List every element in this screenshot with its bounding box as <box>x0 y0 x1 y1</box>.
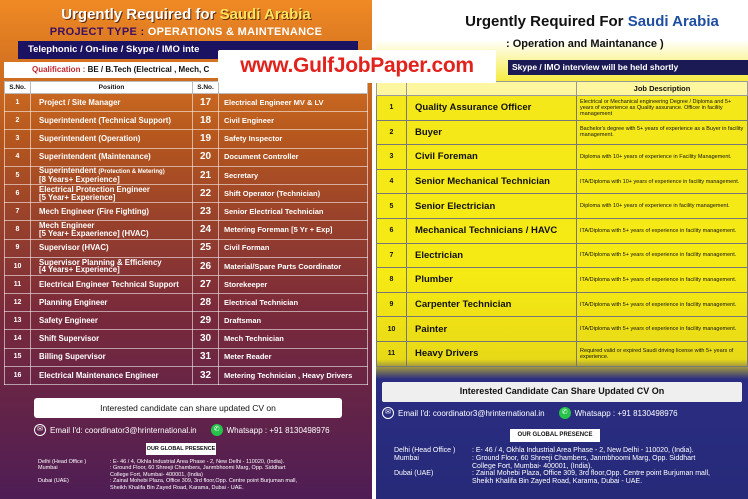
row-number: 5 <box>377 194 407 219</box>
address-label: Mumbai <box>394 454 419 462</box>
address-label: Dubai (UAE) <box>394 470 434 478</box>
table-row <box>5 221 368 239</box>
address-value: : Zainal Mohebi Plaza, Office 309, 3rd floor,Opp. Centre point Burjuman mall, <box>110 478 297 485</box>
position-name: Civil Engineer <box>219 112 368 130</box>
left-positions-table <box>4 81 368 385</box>
position-name: Electrician <box>407 243 577 268</box>
address-line <box>394 478 744 486</box>
left-share-cv-banner: Interested candidate can share updated CV on <box>34 398 342 418</box>
address-line <box>394 447 744 455</box>
job-description: ITA/Diploma with 5+ years of experience in facility management. <box>577 292 748 317</box>
right-share-cv-banner: Interested Candidate Can Share Updated CV On <box>382 382 742 402</box>
job-description: ITA/Diploma with 5+ years of experience in facility management. <box>577 268 748 293</box>
position-name: Senior Electrical Technician <box>219 203 368 221</box>
right-title: Urgently Required For Saudi Arabia <box>465 13 719 30</box>
table-row <box>5 330 368 348</box>
table-row <box>5 239 368 257</box>
row-number: 18 <box>193 112 219 130</box>
table-row <box>377 194 748 219</box>
row-number: 11 <box>377 341 407 366</box>
table-row <box>5 312 368 330</box>
position-name: Secretary <box>219 166 368 184</box>
address-value: Sheikh Khalifa Bin Zayed Road, Karama, Dubai - UAE. <box>472 478 643 486</box>
row-number: 12 <box>5 294 31 312</box>
row-number: 29 <box>193 312 219 330</box>
position-name: Superintendent (Technical Support) <box>31 112 193 130</box>
position-name: Mech Technician <box>219 330 368 348</box>
position-name: Electrical Maintenance Engineer <box>31 366 193 384</box>
left-interview-banner: Telephonic / On-line / Skype / IMO inte <box>18 41 358 59</box>
position-name: Mech Engineer [5 Year+ Expaerience] (HVAC) <box>31 221 193 239</box>
table-row <box>377 218 748 243</box>
row-number: 15 <box>5 348 31 366</box>
address-value: : Ground Floor, 60 Shreeji Chambers, Janmbhoomi Marg, Opp. Siddhart <box>472 454 696 462</box>
row-number: 9 <box>377 292 407 317</box>
job-description: Diploma with 10+ years of experience in facility management. <box>577 194 748 219</box>
row-number: 24 <box>193 221 219 239</box>
table-row <box>5 294 368 312</box>
right-email[interactable]: Email I'd: coordinator3@hrinternational.in <box>398 408 545 418</box>
position-name: Painter <box>407 317 577 342</box>
position-name: Electrical Engineer Technical Support <box>31 275 193 293</box>
address-label: Delhi (Head Office ) <box>394 447 456 454</box>
table-row <box>377 145 748 170</box>
email-icon: ✉ <box>34 424 46 436</box>
row-number: 16 <box>5 366 31 384</box>
row-number: 11 <box>5 275 31 293</box>
position-name: Senior Mechanical Technician <box>407 169 577 194</box>
table-row <box>5 348 368 366</box>
row-number: 28 <box>193 294 219 312</box>
position-name: Metering Technician , Heavy Drivers <box>219 366 368 384</box>
position-name: Safety Engineer <box>31 312 193 330</box>
job-description: ITA/Diploma with 5+ years of experience in facility management. <box>577 218 748 243</box>
table-row <box>5 130 368 148</box>
address-label: Mumbai <box>38 465 58 472</box>
address-value: : Zainal Mohebi Plaza, Office 309, 3rd floor,Opp. Centre point Burjuman mall, <box>472 470 710 478</box>
position-name: Superintendent (Maintenance) <box>31 148 193 166</box>
position-name: Shift Operator (Technician) <box>219 184 368 202</box>
address-label <box>394 478 472 486</box>
row-number: 3 <box>5 130 31 148</box>
position-name: Draftsman <box>219 312 368 330</box>
address-value: Sheikh Khalifa Bin Zayed Road, Karama, Dubai - UAE. <box>110 484 244 491</box>
row-number: 2 <box>5 112 31 130</box>
position-name: Senior Electrician <box>407 194 577 219</box>
row-number: 6 <box>377 218 407 243</box>
position-name: Planning Engineer <box>31 294 193 312</box>
row-number: 22 <box>193 184 219 202</box>
job-description: Diploma with 10+ years of experience in Facility Management. <box>577 145 748 170</box>
table-row <box>377 268 748 293</box>
row-number: 32 <box>193 366 219 384</box>
row-number: 26 <box>193 257 219 275</box>
col-position-2 <box>219 82 368 94</box>
position-name: Electrical Protection Engineer [5 Year+ Experience] <box>31 184 193 202</box>
row-number: 25 <box>193 239 219 257</box>
row-number: 10 <box>5 257 31 275</box>
left-project-type: PROJECT TYPE : OPERATIONS & MAINTENANCE <box>49 26 323 38</box>
table-row <box>5 366 368 384</box>
row-number: 19 <box>193 130 219 148</box>
position-name: Heavy Drivers <box>407 341 577 366</box>
right-whatsapp[interactable]: Whatsapp : +91 8130498976 <box>574 408 678 418</box>
row-number: 1 <box>5 94 31 112</box>
row-number: 13 <box>5 312 31 330</box>
address-label <box>394 463 472 471</box>
left-addresses <box>38 459 368 491</box>
position-name: Mechanical Technicians / HAVC <box>407 218 577 243</box>
position-name: Superintendent (Protection & Metering) [8 Years+ Experience] <box>31 166 193 184</box>
right-global-presence: OUR GLOBAL PRESENCE <box>510 429 600 442</box>
row-number: 21 <box>193 166 219 184</box>
position-name: Material/Spare Parts Coordinator <box>219 257 368 275</box>
address-label: Delhi (Head Office ) <box>38 459 87 465</box>
address-label <box>38 485 110 491</box>
right-interview-banner: Skype / IMO interview will be held shortly <box>508 60 748 75</box>
position-name: Document Controller <box>219 148 368 166</box>
right-project-type: : Operation and Maintanance ) <box>506 38 664 50</box>
gulfjobpaper-watermark: www.GulfJobPaper.com <box>218 50 496 83</box>
right-contact-line <box>382 407 742 419</box>
table-row <box>5 257 368 275</box>
position-name: Meter Reader <box>219 348 368 366</box>
address-label: Dubai (UAE) <box>38 478 69 485</box>
row-number: 2 <box>377 120 407 145</box>
left-email[interactable]: Email I'd: coordinator3@hrinternational.in <box>50 425 197 435</box>
email-icon: ✉ <box>382 407 394 419</box>
position-name: Project / Site Manager <box>31 94 193 112</box>
row-number: 3 <box>377 145 407 170</box>
position-name: Metering Foreman [5 Yr + Exp] <box>219 221 368 239</box>
position-name: Superintendent (Operation) <box>31 130 193 148</box>
left-whatsapp[interactable]: Whatsapp : +91 8130498976 <box>226 425 330 435</box>
table-row <box>377 292 748 317</box>
row-number: 23 <box>193 203 219 221</box>
position-name: Quality Assurance Officer <box>407 96 577 121</box>
job-description: ITA/Diploma with 5+ years of experience in facility management. <box>577 317 748 342</box>
row-number: 10 <box>377 317 407 342</box>
address-line <box>38 485 368 491</box>
position-name: Carpenter Technician <box>407 292 577 317</box>
row-number: 7 <box>377 243 407 268</box>
table-row <box>5 112 368 130</box>
col-position <box>407 82 577 96</box>
whatsapp-icon: ✆ <box>211 424 223 436</box>
left-title: Urgently Required for Saudi Arabia <box>61 6 311 23</box>
table-row <box>5 203 368 221</box>
address-value: : Ground Floor, 60 Shreeji Chambers, Janmbhoomi Marg, Opp. Siddhart <box>110 465 286 472</box>
whatsapp-icon: ✆ <box>559 407 571 419</box>
address-value: : E- 46 / 4, Okhla Industrial Area Phase - 2, New Delhi - 110020, (India). <box>472 447 694 454</box>
position-name: Supervisor (HVAC) <box>31 239 193 257</box>
left-global-presence: OUR GLOBAL PRESENCE <box>146 443 216 455</box>
table-row <box>377 169 748 194</box>
table-row <box>5 275 368 293</box>
job-description: ITA/Diploma with 5+ years of experience in facility management. <box>577 243 748 268</box>
position-name: Shift Supervisor <box>31 330 193 348</box>
row-number: 4 <box>377 169 407 194</box>
row-number: 27 <box>193 275 219 293</box>
address-value: : E- 46 / 4, Okhla Industrial Area Phase - 2, New Delhi - 110020, (India). <box>110 459 285 465</box>
row-number: 31 <box>193 348 219 366</box>
table-row <box>5 148 368 166</box>
position-name: Civil Forman <box>219 239 368 257</box>
table-row <box>5 94 368 112</box>
table-row <box>5 184 368 202</box>
table-row <box>377 96 748 121</box>
left-contact-line <box>34 424 372 436</box>
position-name: Plumber <box>407 268 577 293</box>
position-name: Storekeeper <box>219 275 368 293</box>
position-name: Buyer <box>407 120 577 145</box>
row-number: 17 <box>193 94 219 112</box>
col-sno: S.No. <box>5 82 31 94</box>
address-value: College Fort, Mumbai- 400001, (India) <box>110 471 203 478</box>
row-number: 14 <box>5 330 31 348</box>
row-number: 4 <box>5 148 31 166</box>
col-job-description: Job Description <box>577 82 748 96</box>
row-number: 5 <box>5 166 31 184</box>
address-line <box>394 455 744 463</box>
row-number: 9 <box>5 239 31 257</box>
row-number: 6 <box>5 184 31 202</box>
table-row <box>377 120 748 145</box>
table-row <box>5 166 368 184</box>
address-line <box>394 463 744 471</box>
table-row <box>377 341 748 366</box>
job-description: Electrical or Mechanical engineering Degree / Diploma and 5+ years of experience as Quality assurance. Officer in facility management <box>577 96 748 121</box>
col-sno-2: S.No. <box>193 82 219 94</box>
position-name: Electrical Technician <box>219 294 368 312</box>
address-line <box>394 470 744 478</box>
position-name: Safety Inspector <box>219 130 368 148</box>
position-name: Civil Foreman <box>407 145 577 170</box>
row-number: 8 <box>5 221 31 239</box>
job-description: ITA/Diploma with 10+ years of experience in facility management. <box>577 169 748 194</box>
position-name: Billing Supervisor <box>31 348 193 366</box>
address-value: College Fort, Mumbai- 400001, (India). <box>472 462 593 470</box>
col-sno <box>377 82 407 96</box>
position-name: Mech Engineer (Fire Fighting) <box>31 203 193 221</box>
position-name: Supervisor Planning & Efficiency [4 Years+ Experience] <box>31 257 193 275</box>
row-number: 7 <box>5 203 31 221</box>
row-number: 1 <box>377 96 407 121</box>
right-positions-table <box>376 81 748 367</box>
job-description: Required valid or expired Saudi driving license with 5+ years of experience. <box>577 341 748 366</box>
row-number: 8 <box>377 268 407 293</box>
row-number: 20 <box>193 148 219 166</box>
job-description: Bachelor's degree with 5+ years of experience as a Buyer in facility management. <box>577 120 748 145</box>
table-row <box>377 317 748 342</box>
right-addresses <box>394 447 744 486</box>
row-number: 30 <box>193 330 219 348</box>
table-row <box>377 243 748 268</box>
col-position: Position <box>31 82 193 94</box>
position-name: Electrical Engineer MV & LV <box>219 94 368 112</box>
left-qualification: Qualification : BE / B.Tech (Electrical , Mech, C <box>4 62 368 78</box>
